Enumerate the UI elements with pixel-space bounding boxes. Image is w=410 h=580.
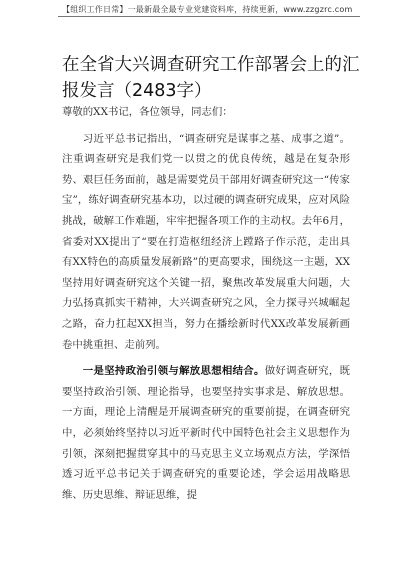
section-1-heading: 一是坚持政治引领与解放思想相结合。	[82, 365, 265, 378]
header-divider	[58, 16, 360, 17]
section-1-text: 做好调查研究，既要坚持政治引领、理论指导，也要坚持实事求是、解放思想。一方面，理论上清醒是开展调查研究的重要前提，在调查研究中，必须始终坚持以习近平新时代中国特色社会主义思想作为引领，深刻把握贯穿其中的马克思主义立场观点方法，学深悟透习近平总书记关于调查研究的重要论述，学会运用战略思维、历史思维、辩证思维，提	[62, 365, 351, 501]
document-body	[62, 102, 350, 505]
salutation: 尊敬的XX书记，各位领导，同志们：	[62, 106, 233, 118]
paragraph-section-1	[62, 361, 350, 505]
paragraph-intro: 习近平总书记指出，“调查研究是谋事之基、成事之道”。注重调查研究是我们党一以贯之的优良传统，越是在复杂形势、艰巨任务面前，越是需要党员干部用好调查研究这一“传家宝”，练好调查研究基本功，以过硬的调查研究成果，应对风险挑战，破解工作难题，牢牢把握各项工作的主动权。去年6月，省委对XX提出了“要在打造枢纽经济上蹚路子作示范，走出具有XX特色的高质量发展新路”的更高要求，围绕这一主题，XX坚持用好调查研究这个关键一招，聚焦改革发展重大问题，大力弘扬真抓实干精神，大兴调查研究之风，全力探寻兴城崛起之路，奋力扛起XX担当，努力在播绘新时代XX改革发展新画卷中挑重担、走前列。	[62, 132, 350, 351]
page-header: 【组织工作日常】一最新最全最专业党建资料库，持续更新，www.zzgzrc.com	[62, 5, 353, 14]
document-title: 在全省大兴调查研究工作部署会上的汇报发言（2483字）	[62, 55, 360, 101]
